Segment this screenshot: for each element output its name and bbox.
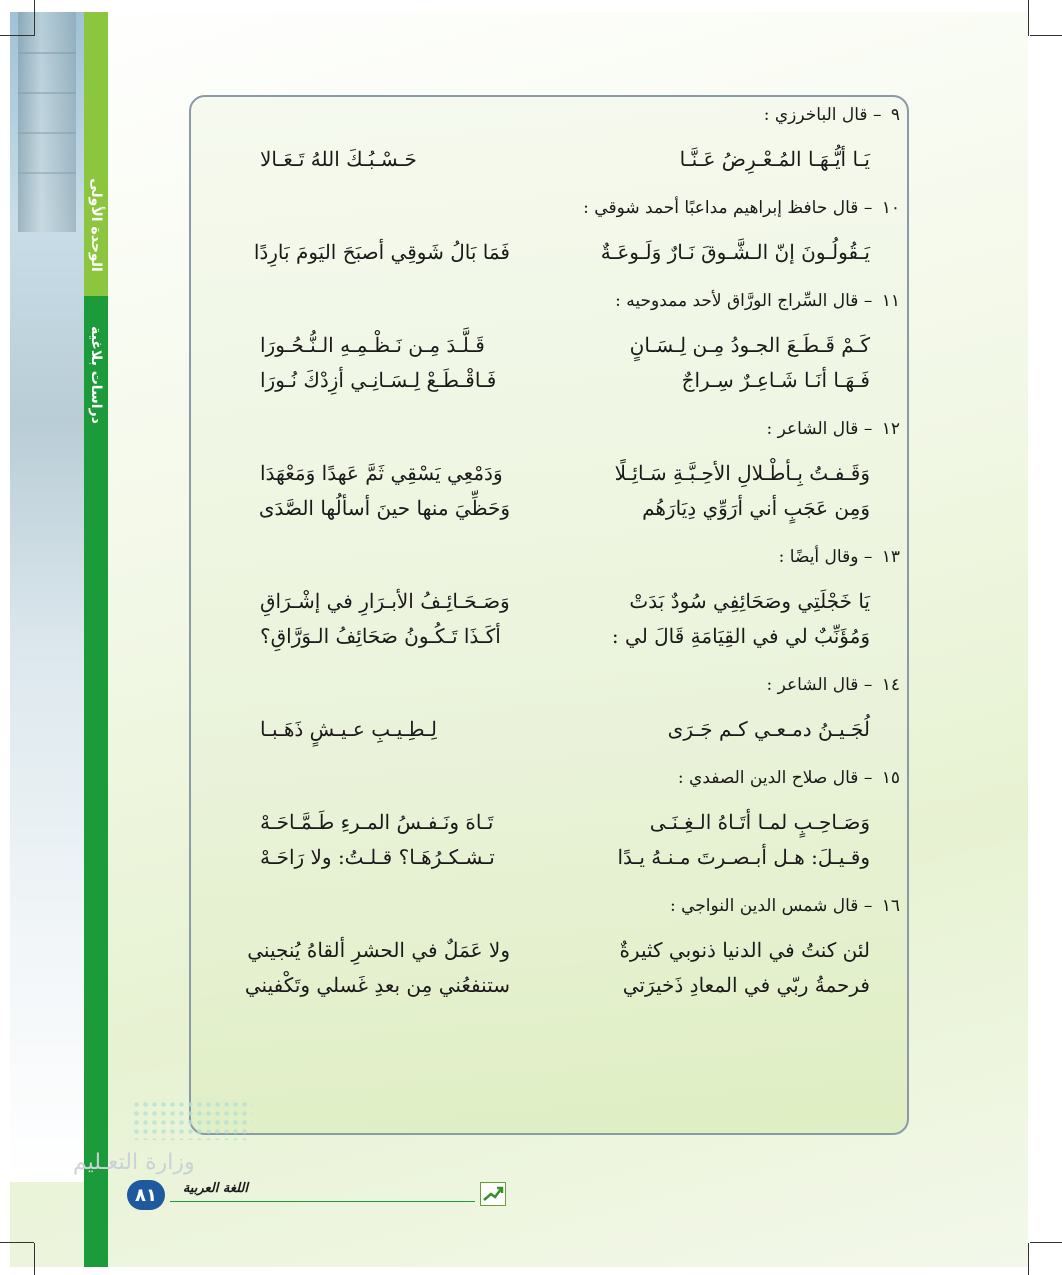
exercise-intro: قال شمس الدين النواجي : — [669, 896, 859, 916]
exercise-dash: – — [858, 768, 878, 788]
page-number: ٨١ — [127, 1180, 165, 1210]
crop-mark — [34, 1243, 35, 1275]
exercise-number: ٩ — [890, 105, 900, 125]
exercise-heading — [260, 542, 910, 572]
ministry-logo-dots — [132, 1100, 252, 1140]
verse-second-hemistich: وَصَـحَـائِـفُ الأبـرَارِ في إشْـرَاقِ — [260, 589, 510, 613]
verse-line — [253, 235, 910, 270]
verse-first-hemistich: فرحمةُ ربّي في المعادِ ذَخيرَتي — [622, 973, 870, 997]
exercise-number: ١٢ — [881, 419, 900, 439]
verse-second-hemistich: فَـاقْـطَـعْ لِـسَـانِـي أزِدْكَ نُـورَا — [260, 368, 497, 392]
verse-second-hemistich: قَـلَّـدَ مِـن نَـظْـمِـهِ الـنُّـحُـورَا — [260, 333, 485, 357]
crop-mark — [1028, 1243, 1029, 1275]
verse-first-hemistich: لئن كنتُ في الدنيا ذنوبي كثيرةٌ — [619, 938, 870, 962]
verse-first-hemistich: يَا خَجْلَتِي وصَحَائِفِي سُودٌ بَدَتْ — [629, 589, 870, 613]
exercise-number: ١٣ — [881, 547, 900, 567]
verse-first-hemistich: وَمِن عَجَبٍ أني أرَوِّي دِيَارَهُم — [642, 496, 870, 520]
exercise-dash: – — [858, 198, 878, 218]
verse-line — [244, 968, 910, 1003]
verse-first-hemistich: كَـمْ قَـطَـعَ الجـودُ مِـن لِـسَـانٍ — [629, 333, 870, 357]
verse-line — [247, 933, 910, 968]
exercise-number: ١١ — [881, 291, 900, 311]
exercise-intro: قال حافظ إبراهيم مداعبًا أحمد شوقي : — [583, 198, 859, 218]
verse-second-hemistich: ستنفعُني مِن بعدِ غَسلي وتَكْفيني — [244, 973, 510, 997]
verse-second-hemistich: ولا عَمَلٌ في الحشرِ ألقاهُ يُنجيني — [247, 938, 510, 962]
verse-group — [260, 712, 910, 747]
verse-second-hemistich: أكَـذَا تَـكُـونُ صَحَائِفُ الـوَرَّاقِ؟ — [260, 624, 501, 648]
footer-rule — [170, 1201, 475, 1202]
exercise-intro: قال السِّراج الورَّاق لأحد ممدوحيه : — [615, 291, 859, 311]
exercise-dash: – — [858, 896, 878, 916]
verse-first-hemistich: وقـيـلَ: هـل أبـصـرتَ مـنـهُ يـدًا — [617, 845, 870, 869]
exercise-dash: – — [858, 419, 878, 439]
verse-line — [260, 840, 910, 875]
ministry-watermark: وزارة التعـليم — [73, 1150, 195, 1175]
exercise-dash: – — [858, 675, 878, 695]
exercise-heading — [260, 414, 910, 444]
crop-mark — [0, 1242, 34, 1243]
verse-second-hemistich: وَدَمْعِي يَسْقِي ثَمَّ عَهدًا وَمَعْهَدَا — [260, 461, 503, 485]
exercise-intro: قال الباخرزي : — [763, 105, 868, 125]
verse-first-hemistich: فَـهَـا أنَـا شَـاعِـرٌ سِـراجٌ — [681, 368, 870, 392]
exercise-intro: قال الشاعر : — [766, 675, 859, 695]
verse-line — [260, 142, 910, 177]
crop-mark — [1028, 0, 1029, 36]
verse-first-hemistich: وَصَـاحِـبٍ لمـا أتَـاهُ الـغِـنَـى — [649, 810, 870, 834]
verse-line — [260, 491, 910, 526]
verse-first-hemistich: لُجَـيـنُ دمـعـي كـم جَـرَى — [667, 717, 870, 741]
exercise-number: ١٠ — [881, 198, 900, 218]
minaret-photo — [10, 12, 84, 1182]
verse-first-hemistich: وَقَـفـتُ بِـأطْـلالِ الأحِـبَّـةِ سَـائِـلًا — [614, 461, 870, 485]
verse-group — [253, 235, 910, 270]
verse-second-hemistich: فَمَا بَالُ شَوقِي أصبَحَ اليَومَ بَارِدًا — [253, 240, 510, 264]
verse-group — [260, 142, 910, 177]
verse-line — [260, 363, 910, 398]
exercise-content — [244, 100, 910, 1019]
verse-first-hemistich: وَمُؤَنِّبٌ لي في القِيَامَةِ قَالَ لي : — [611, 624, 870, 648]
exercise-number: ١٥ — [881, 768, 900, 788]
verse-line — [260, 712, 910, 747]
verse-group — [244, 933, 910, 1003]
crop-mark — [0, 35, 34, 36]
exercise-dash: – — [858, 547, 878, 567]
exercise-intro: وقال أيضًا : — [778, 547, 859, 567]
verse-group — [260, 328, 910, 398]
exercise-heading — [260, 670, 910, 700]
unit-label: الوحدة الأولى — [88, 178, 104, 272]
verse-first-hemistich: يَـقُولُـونَ إنّ الـشَّـوقَ نَـارٌ وَلَـوعَـةٌ — [600, 240, 870, 264]
verse-line — [260, 328, 910, 363]
verse-group — [260, 584, 910, 654]
exercise-heading — [260, 193, 910, 223]
exercise-number: ١٤ — [881, 675, 900, 695]
verse-group — [260, 456, 910, 526]
section-label: دراسات بلاغية — [88, 326, 105, 424]
exercise-dash: – — [858, 291, 878, 311]
verse-line — [260, 805, 910, 840]
arrow-icon — [480, 1182, 506, 1206]
exercise-dash: – — [867, 105, 887, 125]
verse-group — [260, 805, 910, 875]
crop-mark — [34, 0, 35, 36]
exercise-number: ١٦ — [881, 896, 900, 916]
footer-subject: اللغة العربية — [182, 1181, 248, 1196]
exercise-heading — [260, 100, 910, 130]
crop-mark — [1030, 35, 1062, 36]
verse-second-hemistich: حَـسْـبُـكَ اللهُ تَـعَـالا — [260, 147, 417, 171]
verse-line — [260, 619, 910, 654]
verse-line — [260, 456, 910, 491]
verse-second-hemistich: لِـطِـيـبِ عـيـشٍ ذَهَـبـا — [260, 717, 437, 741]
verse-line — [260, 584, 910, 619]
verse-first-hemistich: يَـا أيُّـهَـا المُـعْـرِضُ عَـنَّـا — [679, 147, 870, 171]
verse-second-hemistich: تَـاهَ ونَـفـسُ المـرءِ طَـمَّـاحَـهْ — [260, 810, 494, 834]
exercise-heading — [260, 763, 910, 793]
minaret-image — [18, 12, 76, 232]
exercise-heading — [260, 286, 910, 316]
exercise-intro: قال الشاعر : — [766, 419, 859, 439]
verse-second-hemistich: وَحَظِّيَ منها حينَ أسألُها الصَّدَى — [258, 496, 510, 520]
crop-mark — [1030, 1242, 1062, 1243]
verse-second-hemistich: تـشـكـرُهَـا؟ قـلـتُ: ولا رَاحَـهْ — [260, 845, 495, 869]
exercise-intro: قال صلاح الدين الصفدي : — [677, 768, 859, 788]
exercise-heading — [260, 891, 910, 921]
